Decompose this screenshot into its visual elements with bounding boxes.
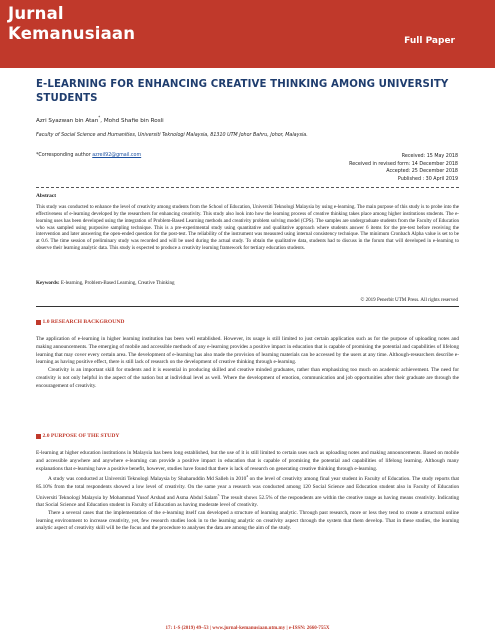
section-heading-purpose: [36, 433, 119, 439]
author-2: Mohd Shafie bin Rosli: [103, 117, 164, 124]
abstract-text: This study was conducted to enhance the level of creativity among students from the School of Education, Universiti Teknologi Malaysia by using e-learning. The main purpose of this study is to probe into the effectiveness of e-learning developed by the researchers for enhancing creativity. This study also look into how the learning process of creative thinking takes place among higher institutions students. The e-learning uses has been developed using the integration of Problem-Based Learning methods and creativity problem solving model (CPS). The samples are undergraduate students from the Faculty of Education who was sampled using purposive sampling technique. This is a pre-experimental study using quantitative and qualitative approach where students answer 6 items for the pre-test before receiving the intervention and later answering the open-ended question for the post-test. The reliability of the instrument was measured using internal consistency technique. The minimum Cronbach Alpha value is set to be at 0.6. The time session of preliminary study was recorded and will be used during the actual study. To obtain the qualitative data, students had to discuss in the forum that will developed in e-learning to observe their learning analytic data. This study is expected to produce a creativity learning framework for tertiary education students.: [36, 204, 459, 252]
section-heading-research-background: [36, 319, 124, 325]
article-dates: [349, 153, 458, 183]
author-1: Azri Syazwan bin Atan: [36, 117, 99, 124]
journal-name-line1: Jurnal: [8, 4, 64, 23]
keywords: [36, 280, 459, 286]
section-1-body: [36, 336, 459, 390]
section-1-paragraph-1: The application of e-learning in higher learning institution has been well established. However, its usage is still limited to just certain application such as for the purpose of uploading notes and making announcements. The emerging of mobile and accessible methods of any e-learning provides a positive impact in education that is capable of promising the potential and capabilities of lifelong learning that may cover every certain area. The development of e-learning has also made the provision of learning materials can be accessed by the users at any time. Although-researchers describe e-learning as having positive effect, there is still lack of research on the development of creative thinking through e-learning.: [36, 336, 459, 366]
author-list: [36, 115, 164, 124]
section-2-paragraph-2-part-c: The result shows 52.5% of the respondents are within the creative range as having means creativity. Indicating that Social Science and Education student in Faculty of Education as having moderate level of creativity.: [36, 494, 459, 509]
keywords-label: Keywords:: [36, 280, 60, 286]
paper-title-line2: STUDENTS: [36, 93, 98, 104]
section-2-body: [36, 450, 459, 533]
page-footer: 17: 1-S (2019) 49–53 | www.jurnal-kemanusiaan.utm.my | e-ISSN: 2660-755X: [165, 626, 330, 631]
date-revised: Received in revised form: 14 December 2018: [349, 161, 458, 167]
section-2-paragraph-2-part-a: A study was conducted at Universiti Teknologi Malaysia by Shaharuddin Md Salleh in 2010: [48, 476, 247, 483]
affiliation: Faculty of Social Science and Humanities, Universiti Teknologi Malaysia, 81310 UTM Johor Bahru, Johor, Malaysia.: [36, 133, 308, 138]
section-2-paragraph-1: E-learning at higher education institutions in Malaysia has been long established, but the use of it is still limited to certain uses such as uploading notes and making announcements. Based on mobile and accessible anywhere and anywhere e-learning can provide a positive impact in education that is capable of promising the potential and capabilities of lifelong learning. Although many explanations that e-learning have a positive benefit, however, studies have found that there is lack of research on generating creative thinking through e-learning.: [36, 450, 459, 472]
section-marker-icon: [36, 320, 41, 325]
corresponding-author-label: *Corresponding author: [36, 153, 91, 158]
corresponding-author: [36, 153, 141, 158]
section-2-title: 2.0 PURPOSE OF THE STUDY: [42, 433, 120, 439]
section-2-paragraph-2-part-b: on the level of creativity among final year student in Faculty of Education. The study reports that 85.10% from the total respondents showed a low level of creativity. On the same year a research was conducted among 120 Social Science and Education student also in Faculty of Education Universiti Teknologi Malaysia by Mohammad Yusof Arshad and Asma Abdul Salam: [36, 476, 460, 501]
section-marker-icon: [36, 434, 41, 439]
date-received: Received: 15 May 2018: [401, 154, 458, 159]
journal-banner: [0, 0, 495, 68]
author-1-corresponding-mark: *: [98, 115, 101, 120]
date-published: Published : 30 April 2019: [397, 176, 458, 182]
abstract-heading: Abstract: [36, 193, 57, 199]
citation-5: 5: [217, 492, 220, 497]
section-2-paragraph-3: There a several cases that the implementation of the e-learning itself can developed a structure of learning analytic. Through past research, more or less they tend to create a structural online learning environment to increase creativity, yet, few research studies look in to the learning analytic on creativity aspect through the system that them develop. That in these studies, the learning analytic aspect of creativity skill will be the focus and the procedure to analyses the data are among the aim of the study.: [36, 509, 459, 532]
copyright-notice: © 2019 Penerbit UTM Press. All rights reserved: [360, 297, 458, 303]
date-accepted: Accepted: 25 December 2018: [386, 169, 458, 175]
divider-bottom: [36, 306, 459, 307]
keywords-text: E-learning, Problem-Based Learning, Creative Thinking: [59, 280, 175, 286]
section-1-paragraph-2: Creativity is an important skill for students and it is essential in producing skilled and creative minded graduates, rather than emphasizing too much on academic achievement. The need for creativity is not only helpful in the aspect of the nation but at individual level as well. Where the development of emotion, communication and job opportunities after their graduate are through the encouragement of creativity.: [36, 367, 459, 389]
journal-name: [8, 4, 178, 44]
divider-top: [36, 187, 459, 188]
section-1-title: 1.0 RESEARCH BACKGROUND: [42, 319, 125, 325]
paper-title-line1: E-LEARNING FOR ENHANCING CREATIVE THINKING AMONG UNIVERSITY: [36, 79, 449, 90]
author-separator: ,: [100, 117, 104, 124]
journal-name-line2: Kemanusiaan: [8, 24, 136, 43]
paper-type-label: Full Paper: [404, 36, 455, 46]
corresponding-email-link[interactable]: azreil92@gmail.com: [92, 153, 142, 158]
section-2-paragraph-2: [36, 473, 459, 510]
citation-4: 4: [246, 474, 249, 479]
paper-title: [36, 78, 456, 106]
